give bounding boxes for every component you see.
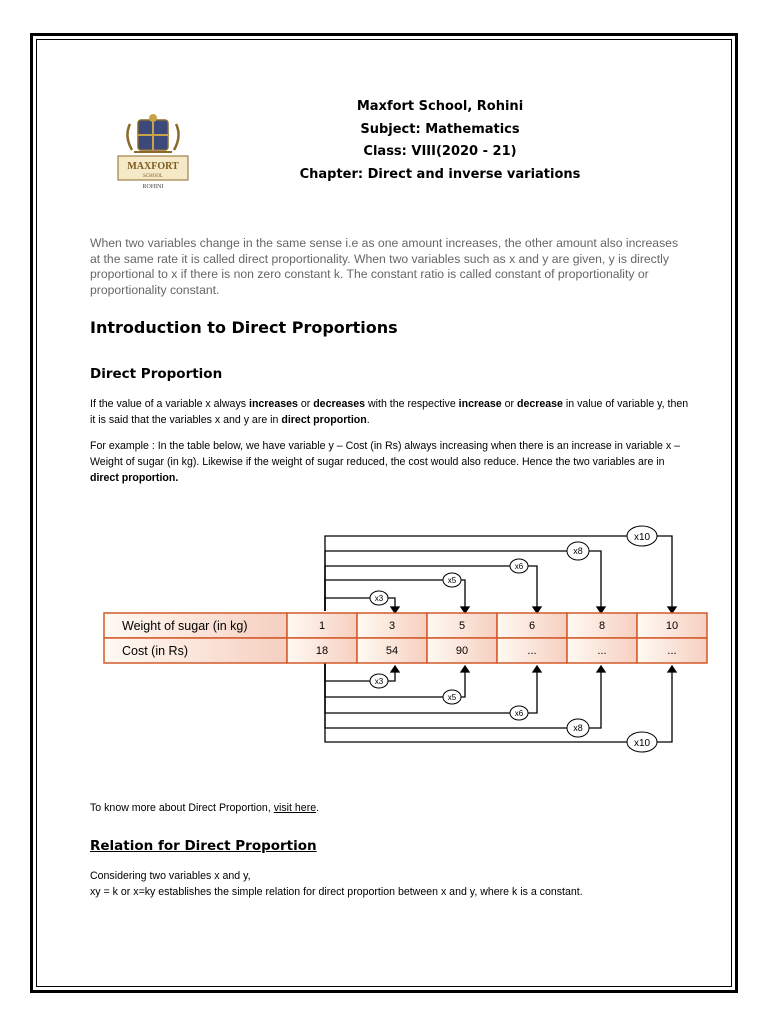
relation-line-1: Considering two variables x and y, <box>90 870 251 882</box>
weight-cell: 8 <box>598 620 606 632</box>
subject-line: Subject: Mathematics <box>360 121 520 137</box>
cost-cell: ... <box>597 645 607 657</box>
multiplier-x6-bottom: x6 <box>514 709 524 718</box>
chapter-line: Chapter: Direct and inverse variations <box>299 166 581 182</box>
visit-here-link[interactable]: visit here <box>273 802 317 814</box>
logo-sub2: ROHINI <box>142 184 164 190</box>
document-header <box>260 96 620 186</box>
relation-paragraph <box>90 868 690 900</box>
proportion-diagram <box>100 520 720 760</box>
multiplier-x10-top: x10 <box>633 532 651 543</box>
weight-row-header: Weight of sugar (in kg) <box>122 619 248 633</box>
cost-cell: ... <box>667 645 677 657</box>
school-name: Maxfort School, Rohini <box>356 99 524 114</box>
multiplier-x5-bottom: x5 <box>447 693 457 702</box>
logo-sub1: SCHOOL <box>142 174 164 179</box>
multiplier-x8-bottom: x8 <box>573 723 583 733</box>
direct-proportion-definition: If the value of a variable x always increases or decreases with the respective increase or decrease in value of variable y, then it is said that the variables x and y are in direct proportion. <box>90 398 689 426</box>
multiplier-x10-bottom: x10 <box>633 738 651 749</box>
subsection-title: Direct Proportion <box>90 366 223 382</box>
school-logo <box>108 112 198 192</box>
example-paragraph: For example : In the table below, we have variable y – Cost (in Rs) always increasing when there is an increase in variable x – Weight of sugar (in kg). Likewise if the weight of sugar reduced, the cost would also reduce. Hence the two variables are in direct proportion. <box>90 440 681 484</box>
relation-line-2: xy = k or x=ky establishes the simple relation for direct proportion between x and y, where k is a constant. <box>90 886 583 898</box>
multiplier-x5-top: x5 <box>447 576 457 585</box>
class-line: Class: VIII(2020 - 21) <box>363 144 517 159</box>
multiplier-x8-top: x8 <box>573 546 583 556</box>
cost-cell: 18 <box>315 645 329 657</box>
weight-cell: 3 <box>388 620 396 632</box>
multiplier-x6-top: x6 <box>514 562 524 571</box>
multiplier-x3-top: x3 <box>374 594 384 603</box>
cost-cell: 90 <box>455 645 469 657</box>
weight-cell: 10 <box>665 620 679 632</box>
cost-row-header: Cost (in Rs) <box>122 644 188 658</box>
weight-cell: 5 <box>458 620 466 632</box>
multiplier-x3-bottom: x3 <box>374 677 384 686</box>
weight-cell: 1 <box>318 620 326 632</box>
cost-cell: ... <box>527 645 537 657</box>
cost-cell: 54 <box>385 645 399 657</box>
section-title: Introduction to Direct Proportions <box>90 318 398 337</box>
crest-icon <box>127 114 178 152</box>
intro-paragraph: When two variables change in the same sense i.e as one amount increases, the other amount also increases at the same rate it is called direct proportionality. When two variables such as x and y are given, y is directly proportional to x if there is non zero constant k. The constant ratio is called constant of proportionality or proportionality constant. <box>90 236 679 297</box>
logo-name: MAXFORT <box>127 161 179 172</box>
weight-cell: 6 <box>528 620 536 632</box>
more-info-line: To know more about Direct Proportion, visit here. <box>90 802 320 814</box>
relation-title: Relation for Direct Proportion <box>90 838 317 854</box>
proportion-table <box>104 613 707 663</box>
